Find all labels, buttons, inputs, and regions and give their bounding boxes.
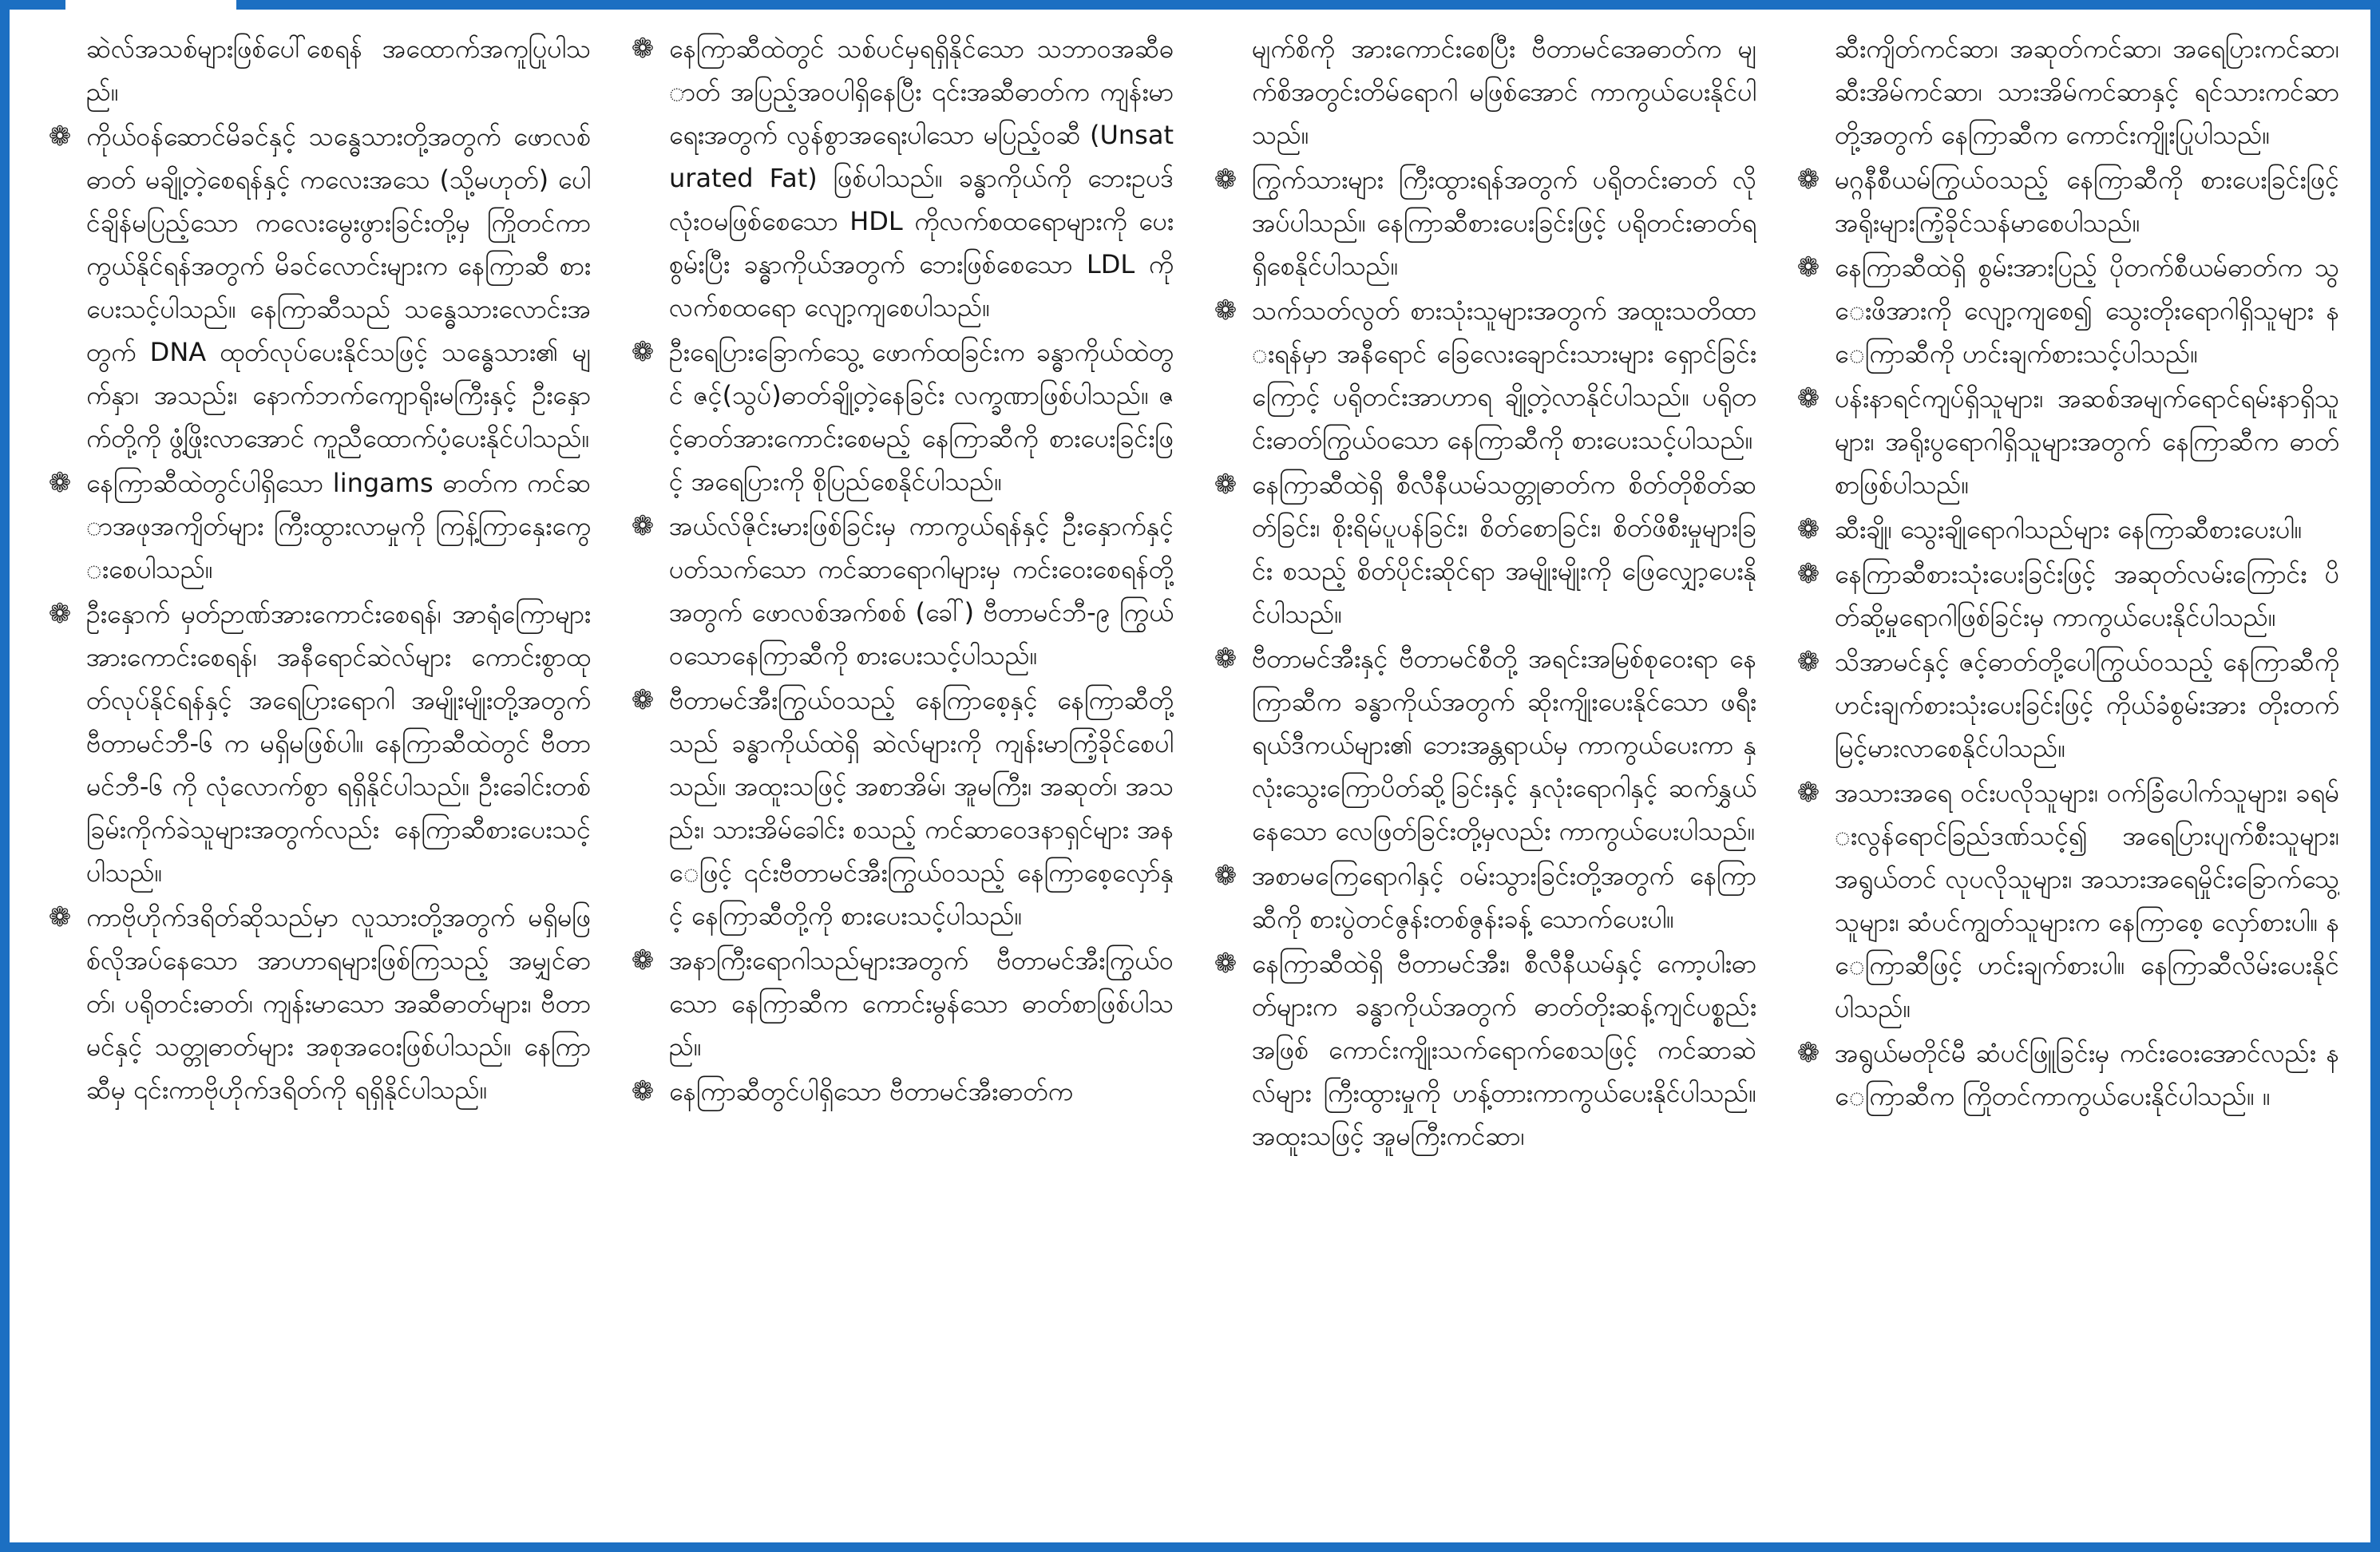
- flower-bullet-icon: ❁: [1796, 251, 1820, 283]
- paragraph-text: အရွယ်မတိုင်မီ ဆံပင်ဖြူခြင်းမှ ကင်းဝေးအောင်လည်း နေကြာဆီက ကြိုတင်ကာကွယ်ပေးနိုင်ပါသည်။ ။: [1835, 1038, 2339, 1111]
- bullet-paragraph: [623, 1070, 1174, 1113]
- bullet-paragraph: [1206, 463, 1756, 635]
- flower-bullet-icon: ❁: [1214, 643, 1238, 675]
- flower-bullet-icon: ❁: [1796, 777, 1820, 809]
- flower-bullet-icon: ❁: [631, 336, 655, 368]
- bullet-paragraph: [40, 592, 591, 894]
- flower-bullet-icon: ❁: [48, 121, 72, 152]
- paragraph-text: ကိုယ်ဝန်ဆောင်မိခင်နှင့် သန္ဓေသားတို့အတွက် ဖောလစ်ဓာတ် မချို့တဲ့စေရန်နှင့် ကလေးအသေ (သို့မဟုတ်) ပေါင်ချိန်မပြည့်သော ကလေးမွေးဖွားခြင်းတို့မှ ကြိုတင်ကာကွယ်နိုင်ရန်အတွက် မိခင်လောင်းများက နေကြာဆီ စားပေးသင့်ပါသည်။ နေကြာဆီသည် သန္ဓေသားလောင်းအတွက် DNA ထုတ်လုပ်ပေးနိုင်သဖြင့် သန္ဓေသား၏ မျက်နှာ၊ အသည်း၊ နောက်ဘက်ကျောရိုးမကြီးနှင့် ဦးနှောက်တို့ကို ဖွံ့ဖြိုးလာအောင် ကူညီထောက်ပံ့ပေးနိုင်ပါသည်။: [86, 121, 591, 453]
- paragraph-text: သက်သတ်လွတ် စားသုံးသူများအတွက် အထူးသတိထားရန်မှာ အနီရောင် ခြေလေးချောင်းသားများ ရှောင်ခြင်းကြောင့် ပရိုတင်းအာဟာရ ချို့တဲ့လာနိုင်ပါသည်။ ပရိုတင်းဓာတ်ကြွယ်ဝသော နေကြာဆီကို စားပေးသင့်ပါသည်။: [1252, 295, 1756, 455]
- text-column-3: [1206, 27, 1756, 1520]
- flower-bullet-icon: ❁: [1214, 469, 1238, 501]
- paragraph-text: နေကြာဆီထဲရှိ ဗီတာမင်အီး၊ စီလီနီယမ်နှင့် ကော့ပါးဓာတ်များက ခန္ဓာကိုယ်အတွက် ဓာတ်တိုးဆန့်ကျင်ပစ္စည်းအဖြစ် ကောင်းကျိုးသက်ရောက်စေသဖြင့် ကင်ဆာဆဲလ်များ ကြီးထွားမှုကို ဟန့်တားကာကွယ်ပေးနိုင်ပါသည်။ အထူးသဖြင့် အူမကြီးကင်ဆာ၊: [1252, 948, 1756, 1151]
- flower-bullet-icon: ❁: [631, 33, 655, 65]
- bullet-paragraph: [623, 679, 1174, 937]
- bullet-paragraph: [623, 331, 1174, 503]
- text-columns: [40, 27, 2339, 1520]
- flower-bullet-icon: ❁: [1796, 1037, 1820, 1069]
- bullet-paragraph: [1788, 552, 2339, 639]
- paragraph-text: သိအာမင်နှင့် ဇင့်ဓာတ်တို့ပေါကြွယ်ဝသည့် နေကြာဆီကို ဟင်းချက်စားသုံးပေးခြင်းဖြင့် ကိုယ်ခံစွမ်းအား တိုးတက်မြင့်မားလာစေနိုင်ပါသည်။: [1835, 647, 2339, 763]
- paragraph-text: နေကြာဆီစားသုံးပေးခြင်းဖြင့် အဆုတ်လမ်းကြောင်း ပိတ်ဆို့မှုရောဂါဖြစ်ခြင်းမှ ကာကွယ်ပေးနိုင်ပါသည်။: [1835, 559, 2339, 632]
- bullet-paragraph: [623, 939, 1174, 1068]
- flower-bullet-icon: ❁: [631, 510, 655, 542]
- flower-bullet-icon: ❁: [1796, 558, 1820, 590]
- bullet-paragraph: [40, 461, 591, 591]
- continued-paragraph: [1788, 27, 2339, 156]
- paragraph-text: အစာမကြေရောဂါနှင့် ဝမ်းသွားခြင်းတို့အတွက် နေကြာဆီကို စားပွဲတင်ဇွန်းတစ်ဇွန်းခန့် သောက်ပေးပါ။: [1252, 861, 1756, 934]
- bullet-paragraph: [1206, 289, 1756, 461]
- flower-bullet-icon: ❁: [48, 598, 72, 630]
- bullet-paragraph: [1788, 158, 2339, 244]
- flower-bullet-icon: ❁: [1796, 513, 1820, 545]
- paragraph-text: နေကြာဆီထဲတွင် သစ်ပင်မှရရှိနိုင်သော သဘာဝအဆီဓာတ် အပြည့်အဝပါရှိနေပြီး ၎င်းအဆီဓာတ်က ကျန်းမာရေးအတွက် လွန်စွာအရေးပါသော မပြည့်ဝဆီ (Unsaturated Fat) ဖြစ်ပါသည်။ ခန္ဓာကိုယ်ကို ဘေးဥပဒ် လုံးဝမဖြစ်စေသော HDL ကိုလက်စထရောများကို ပေးစွမ်းပြီး ခန္ဓာကိုယ်အတွက် ဘေးဖြစ်စေသော LDL ကိုလက်စထရော လျော့ကျစေပါသည်။: [669, 34, 1174, 323]
- paragraph-text: ဦးနှောက် မှတ်ဉာဏ်အားကောင်းစေရန်၊ အာရုံကြောများ အားကောင်းစေရန်၊ အနီရောင်ဆဲလ်များ ကောင်းစွာထုတ်လုပ်နိုင်ရန်နှင့် အရေပြားရောဂါ အမျိုးမျိုးတို့အတွက် ဗီတာမင်ဘီ-၆ က မရှိမဖြစ်ပါ။ နေကြာဆီထဲတွင် ဗီတာမင်ဘီ-၆ ကို လုံလောက်စွာ ရရှိနိုင်ပါသည်။ ဦးခေါင်းတစ်ခြမ်းကိုက်ခဲသူများအတွက်လည်း နေကြာဆီစားပေးသင့်ပါသည်။: [86, 599, 591, 888]
- paragraph-text: ကြွက်သားများ ကြီးထွားရန်အတွက် ပရိုတင်းဓာတ် လိုအပ်ပါသည်။ နေကြာဆီစားပေးခြင်းဖြင့် ပရိုတင်းဓာတ်ရရှိစေနိုင်ပါသည်။: [1252, 164, 1756, 281]
- paragraph-text: ပန်းနာရင်ကျပ်ရှိသူများ၊ အဆစ်အမျက်ရောင်ရမ်းနာရှိသူများ၊ အရိုးပွရောဂါရှိသူများအတွက် နေကြာဆီက ဓာတ်စာဖြစ်ပါသည်။: [1835, 383, 2339, 500]
- paragraph-text: အယ်လ်ဇိုင်းမားဖြစ်ခြင်းမှ ကာကွယ်ရန်နှင့် ဦးနှောက်နှင့်ပတ်သက်သော ကင်ဆာရောဂါများမှ ကင်းဝေးစေရန်တို့အတွက် ဖောလစ်အက်စစ် (ခေါ်) ဗီတာမင်ဘီ-၉ ကြွယ်ဝသောနေကြာဆီကို စားပေးသင့်ပါသည်။: [669, 511, 1174, 671]
- flower-bullet-icon: ❁: [1796, 164, 1820, 196]
- bullet-paragraph: [1206, 942, 1756, 1158]
- paragraph-text: အသားအရေ ဝင်းပလိုသူများ၊ ဝက်ခြံပေါက်သူများ၊ ခရမ်းလွန်ရောင်ခြည်ဒဏ်သင့်၍ အရေပြားပျက်စီးသူများ၊ အရွယ်တင် လုပလိုသူများ၊ အသားအရေမှိုင်းခြောက်သွေ့သူများ၊ ဆံပင်ကျွတ်သူများက နေကြာစေ့ လှော်စားပါ။ နေကြာဆီဖြင့် ဟင်းချက်စားပါ။ နေကြာဆီလိမ်းပေးနိုင်ပါသည်။: [1835, 778, 2339, 1023]
- bullet-paragraph: [1206, 637, 1756, 853]
- paragraph-text: ဗီတာမင်အီးနှင့် ဗီတာမင်စီတို့ အရင်းအမြစ်စုဝေးရာ နေကြာဆီက ခန္ဓာကိုယ်အတွက် ဆိုးကျိုးပေးနိုင်သော ဖရီးရယ်ဒီကယ်များ၏ ဘေးအန္တရာယ်မှ ကာကွယ်ပေးကာ နှလုံးသွေးကြောပိတ်ဆို့ခြင်းနှင့် နှလုံးရောဂါနှင့် ဆက်နွှယ်နေသော လေဖြတ်ခြင်းတို့မှလည်း ကာကွယ်ပေးပါသည်။: [1252, 643, 1756, 846]
- paragraph-text: ဆီးကျိတ်ကင်ဆာ၊ အဆုတ်ကင်ဆာ၊ အရေပြားကင်ဆာ၊ ဆီးအိမ်ကင်ဆာ၊ သားအိမ်ကင်ဆာနှင့် ရင်သားကင်ဆာတို့အတွက် နေကြာဆီက ကောင်းကျိုးပြုပါသည်။: [1835, 34, 2339, 150]
- bullet-paragraph: [40, 896, 591, 1111]
- flower-bullet-icon: ❁: [48, 901, 72, 933]
- flower-bullet-icon: ❁: [631, 1075, 655, 1107]
- paragraph-text: ဆီးချို၊ သွေးချိုရောဂါသည်များ နေကြာဆီစားပေးပါ။: [1835, 514, 2303, 544]
- flower-bullet-icon: ❁: [1214, 948, 1238, 980]
- paragraph-text: မျက်စိကို အားကောင်းစေပြီး ဗီတာမင်အေဓာတ်က မျက်စိအတွင်းတိမ်ရောဂါ မဖြစ်အောင် ကာကွယ်ပေးနိုင်ပါသည်။: [1252, 34, 1756, 150]
- bullet-paragraph: [1788, 640, 2339, 770]
- bullet-paragraph: [1206, 158, 1756, 287]
- flower-bullet-icon: ❁: [1214, 860, 1238, 892]
- paragraph-text: နေကြာဆီထဲတွင်ပါရှိသော lingams ဓာတ်က ကင်ဆာအဖုအကျိတ်များ ကြီးထွားလာမှုကို ကြန့်ကြာနှေးကွေးစေပါသည်။: [86, 468, 591, 584]
- bullet-paragraph: [1788, 1031, 2339, 1118]
- paragraph-text: နေကြာဆီထဲရှိ စီလီနီယမ်သတ္တုဓာတ်က စိတ်တိုစိတ်ဆတ်ခြင်း၊ စိုးရိမ်ပူပန်ခြင်း၊ စိတ်စောခြင်း၊ စိတ်ဖိစီးမှုများခြင်း စသည့် စိတ်ပိုင်းဆိုင်ရာ အမျိုးမျိုးကို ဖြေလျှော့ပေးနိုင်ပါသည်။: [1252, 469, 1756, 629]
- text-column-1: [40, 27, 591, 1520]
- bullet-paragraph: [1206, 854, 1756, 940]
- flower-bullet-icon: ❁: [48, 467, 72, 499]
- bullet-paragraph: [1788, 508, 2339, 551]
- paragraph-text: ဦးရေပြားခြောက်သွေ့ ဖောက်ထခြင်းက ခန္ဓာကိုယ်ထဲတွင် ဇင့်(သွပ်)ဓာတ်ချို့တဲ့နေခြင်း လက္ခဏာဖြစ်ပါသည်။ ဇင့်ဓာတ်အားကောင်းစေမည့် နေကြာဆီကို စားပေးခြင်းဖြင့် အရေပြားကို စိုပြည်စေနိုင်ပါသည်။: [669, 337, 1174, 497]
- continued-paragraph: [1206, 27, 1756, 156]
- bullet-paragraph: [623, 27, 1174, 329]
- paragraph-text: နေကြာဆီတွင်ပါရှိသော ဗီတာမင်အီးဓာတ်က: [669, 1076, 1073, 1107]
- text-column-4: [1788, 27, 2339, 1520]
- bullet-paragraph: [40, 115, 591, 460]
- bullet-paragraph: [1788, 246, 2339, 375]
- flower-bullet-icon: ❁: [1796, 646, 1820, 678]
- flower-bullet-icon: ❁: [1214, 164, 1238, 196]
- paragraph-text: ကာဗိုဟိုက်ဒရိတ်ဆိုသည်မှာ လူသားတို့အတွက် မရှိမဖြစ်လိုအပ်နေသော အာဟာရများဖြစ်ကြသည့် အမျှင်ဓာတ်၊ ပရိုတင်းဓာတ်၊ ကျန်းမာသော အဆီဓာတ်များ၊ ဗီတာမင်နှင့် သတ္တုဓာတ်များ အစုအဝေးဖြစ်ပါသည်။ နေကြာဆီမှ ၎င်းကာဗိုဟိုက်ဒရိတ်ကို ရရှိနိုင်ပါသည်။: [86, 902, 591, 1105]
- text-column-2: [623, 27, 1174, 1520]
- top-border-right-segment: [236, 0, 2380, 10]
- paragraph-text: ဆဲလ်အသစ်များဖြစ်ပေါ်စေရန် အထောက်အကူပြုပါသည်။: [86, 34, 591, 107]
- flower-bullet-icon: ❁: [631, 944, 655, 976]
- bullet-paragraph: [1788, 377, 2339, 506]
- bullet-paragraph: [1788, 771, 2339, 1030]
- flower-bullet-icon: ❁: [1214, 295, 1238, 327]
- continued-paragraph: [40, 27, 591, 113]
- flower-bullet-icon: ❁: [1796, 382, 1820, 414]
- paragraph-text: မဂ္ဂနီစီယမ်ကြွယ်ဝသည့် နေကြာဆီကို စားပေးခြင်းဖြင့် အရိုးများကြံ့ခိုင်သန်မာစေပါသည်။: [1835, 164, 2339, 238]
- bullet-paragraph: [623, 505, 1174, 677]
- top-border-left-segment: [0, 0, 65, 10]
- paragraph-text: နေကြာဆီထဲရှိ စွမ်းအားပြည့် ပိုတက်စီယမ်ဓာတ်က သွေးဖိအားကို လျော့ကျစေ၍ သွေးတိုးရောဂါရှိသူများ နေကြာဆီကို ဟင်းချက်စားသင့်ပါသည်။: [1835, 252, 2339, 369]
- flower-bullet-icon: ❁: [631, 684, 655, 716]
- paragraph-text: ဗီတာမင်အီးကြွယ်ဝသည့် နေကြာစေ့နှင့် နေကြာဆီတို့သည် ခန္ဓာကိုယ်ထဲရှိ ဆဲလ်များကို ကျန်းမာကြံ့ခိုင်စေပါသည်။ အထူးသဖြင့် အစာအိမ်၊ အူမကြီး၊ အဆုတ်၊ အသည်း၊ သားအိမ်ခေါင်း စသည့် ကင်ဆာဝေဒနာရှင်များ အနေဖြင့် ၎င်းဗီတာမင်အီးကြွယ်ဝသည့် နေကြာစေ့လှော်နှင့် နေကြာဆီတို့ကို စားပေးသင့်ပါသည်။: [669, 685, 1174, 931]
- paragraph-text: အနာကြီးရောဂါသည်များအတွက် ဗီတာမင်အီးကြွယ်ဝသော နေကြာဆီက ကောင်းမွန်သော ဓာတ်စာဖြစ်ပါသည်။: [669, 945, 1174, 1062]
